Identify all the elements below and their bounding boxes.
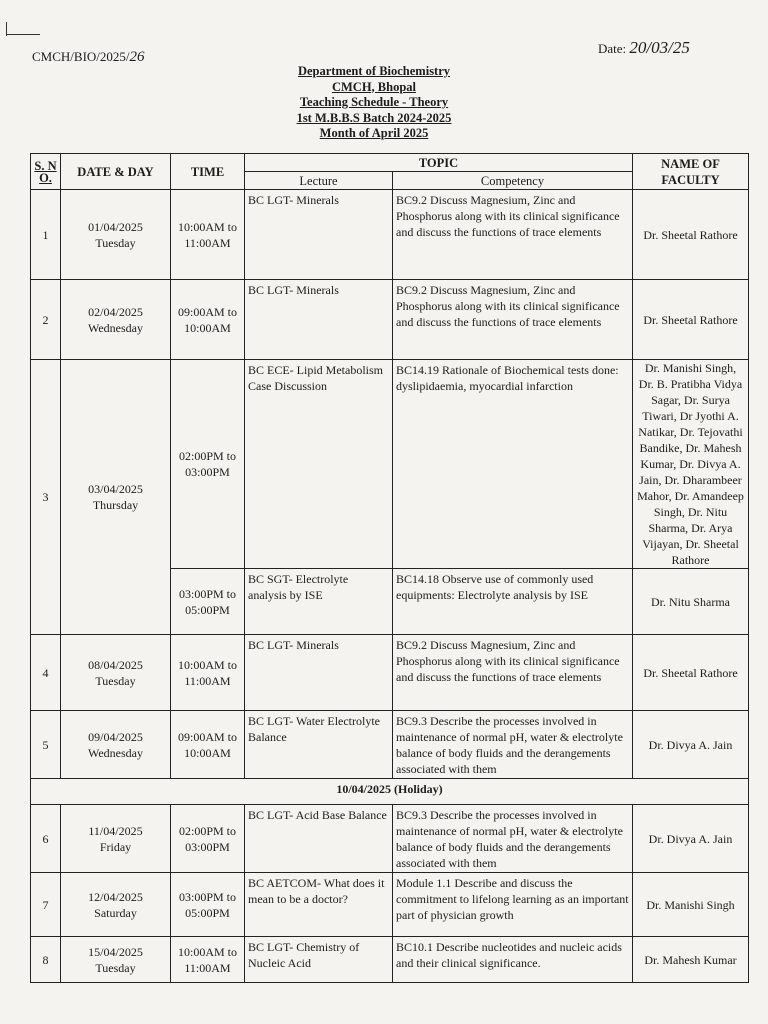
- department-title: Department of Biochemistry: [297, 64, 451, 78]
- holiday-label: 10/04/2025 (Holiday): [31, 779, 749, 805]
- holiday-row: [31, 779, 749, 805]
- cell-time: 03:00PM to 05:00PM: [171, 569, 245, 635]
- cell-sno: 2: [31, 280, 61, 360]
- cell-competency: BC14.19 Rationale of Biochemical tests done: dyslipidaemia, myocardial infarction: [393, 360, 633, 569]
- table-header-row: [31, 154, 749, 172]
- table-row: [31, 937, 749, 983]
- cell-time: 10:00AM to 11:00AM: [171, 635, 245, 711]
- cell-date: 12/04/2025 Saturday: [61, 873, 171, 937]
- cell-competency: BC10.1 Describe nucleotides and nucleic acids and their clinical significance.: [393, 937, 633, 983]
- cell-competency: BC9.3 Describe the processes involved in maintenance of normal pH, water & electrolyte balance of body fluids and the derangements associated with them: [393, 711, 633, 779]
- cell-date: 08/04/2025 Tuesday: [61, 635, 171, 711]
- cell-lecture: BC LGT- Minerals: [245, 280, 393, 360]
- document-date: Date: 20/03/25: [598, 38, 690, 57]
- cell-faculty: Dr. Divya A. Jain: [633, 805, 749, 873]
- schedule-title: Teaching Schedule - Theory: [299, 95, 449, 109]
- cell-sno: 6: [31, 805, 61, 873]
- cell-date: 02/04/2025 Wednesday: [61, 280, 171, 360]
- cell-faculty: Dr. Manishi Singh, Dr. B. Pratibha Vidya Sagar, Dr. Surya Tiwari, Dr Jyothi A. Natikar, Dr. Tejovathi Bandike, Dr. Mahesh Kumar, Dr. Divya A. Jain, Dr. Dharambeer Mahor, Dr. Amandeep Singh, Dr. Nitu Sharma, Dr. Arya Vijayan, Dr. Sheetal Rathore: [633, 360, 749, 569]
- table-row: [31, 635, 749, 711]
- reference-number: CMCH/BIO/2025/26: [32, 49, 145, 65]
- cell-faculty: Dr. Nitu Sharma: [633, 569, 749, 635]
- cell-lecture: BC LGT- Minerals: [245, 190, 393, 280]
- cell-sno: 1: [31, 190, 61, 280]
- cell-competency: BC9.2 Discuss Magnesium, Zinc and Phosphorus along with its clinical significance and discuss the functions of trace elements: [393, 190, 633, 280]
- document-header: [240, 64, 508, 142]
- cell-sno: 5: [31, 711, 61, 779]
- cell-time: 10:00AM to 11:00AM: [171, 937, 245, 983]
- cell-faculty: Dr. Sheetal Rathore: [633, 190, 749, 280]
- cell-time: 03:00PM to 05:00PM: [171, 873, 245, 937]
- table-row: [31, 280, 749, 360]
- table-row: [31, 805, 749, 873]
- header-lecture: Lecture: [245, 172, 393, 190]
- cell-date: 11/04/2025 Friday: [61, 805, 171, 873]
- table-row: [31, 360, 749, 569]
- cell-time: 09:00AM to 10:00AM: [171, 280, 245, 360]
- cell-faculty: Dr. Sheetal Rathore: [633, 280, 749, 360]
- cell-lecture: BC LGT- Minerals: [245, 635, 393, 711]
- cell-lecture: BC AETCOM- What does it mean to be a doctor?: [245, 873, 393, 937]
- cell-faculty: Dr. Manishi Singh: [633, 873, 749, 937]
- table-row: [31, 873, 749, 937]
- header-topic: TOPIC: [245, 154, 633, 172]
- table-row: [31, 190, 749, 280]
- cell-lecture: BC SGT- Electrolyte analysis by ISE: [245, 569, 393, 635]
- cell-date: 09/04/2025 Wednesday: [61, 711, 171, 779]
- header-date: DATE & DAY: [61, 154, 171, 190]
- cell-lecture: BC ECE- Lipid Metabolism Case Discussion: [245, 360, 393, 569]
- header-faculty: NAME OF FACULTY: [633, 154, 749, 190]
- cell-faculty: Dr. Sheetal Rathore: [633, 635, 749, 711]
- cell-competency: BC9.2 Discuss Magnesium, Zinc and Phosphorus along with its clinical significance and discuss the functions of trace elements: [393, 635, 633, 711]
- cell-time: 09:00AM to 10:00AM: [171, 711, 245, 779]
- header-time: TIME: [171, 154, 245, 190]
- header-competency: Competency: [393, 172, 633, 190]
- cell-lecture: BC LGT- Acid Base Balance: [245, 805, 393, 873]
- cell-faculty: Dr. Divya A. Jain: [633, 711, 749, 779]
- cell-competency: BC9.2 Discuss Magnesium, Zinc and Phosphorus along with its clinical significance and discuss the functions of trace elements: [393, 280, 633, 360]
- corner-mark-line: [6, 34, 40, 35]
- cell-date: 03/04/2025 Thursday: [61, 360, 171, 635]
- cell-lecture: BC LGT- Water Electrolyte Balance: [245, 711, 393, 779]
- cell-competency: BC14.18 Observe use of commonly used equipments: Electrolyte analysis by ISE: [393, 569, 633, 635]
- month-title: Month of April 2025: [319, 126, 429, 140]
- header-sno: S. N O.: [31, 154, 61, 190]
- cell-time: 02:00PM to 03:00PM: [171, 805, 245, 873]
- cell-competency: Module 1.1 Describe and discuss the commitment to lifelong learning as an important part of physician growth: [393, 873, 633, 937]
- college-name: CMCH, Bhopal: [331, 79, 417, 94]
- reference-handwritten: 26: [129, 49, 145, 65]
- cell-faculty: Dr. Mahesh Kumar: [633, 937, 749, 983]
- cell-sno: 3: [31, 360, 61, 635]
- date-handwritten: 20/03/25: [629, 38, 690, 57]
- cell-time: 02:00PM to 03:00PM: [171, 360, 245, 569]
- cell-date: 15/04/2025 Tuesday: [61, 937, 171, 983]
- cell-sno: 7: [31, 873, 61, 937]
- cell-lecture: BC LGT- Chemistry of Nucleic Acid: [245, 937, 393, 983]
- cell-date: 01/04/2025 Tuesday: [61, 190, 171, 280]
- batch-title: 1st M.B.B.S Batch 2024-2025: [296, 110, 452, 125]
- table-row: [31, 711, 749, 779]
- cell-sno: 4: [31, 635, 61, 711]
- cell-time: 10:00AM to 11:00AM: [171, 190, 245, 280]
- schedule-table: [30, 153, 749, 983]
- cell-sno: 8: [31, 937, 61, 983]
- cell-competency: BC9.3 Describe the processes involved in maintenance of normal pH, water & electrolyte balance of body fluids and the derangements associated with them: [393, 805, 633, 873]
